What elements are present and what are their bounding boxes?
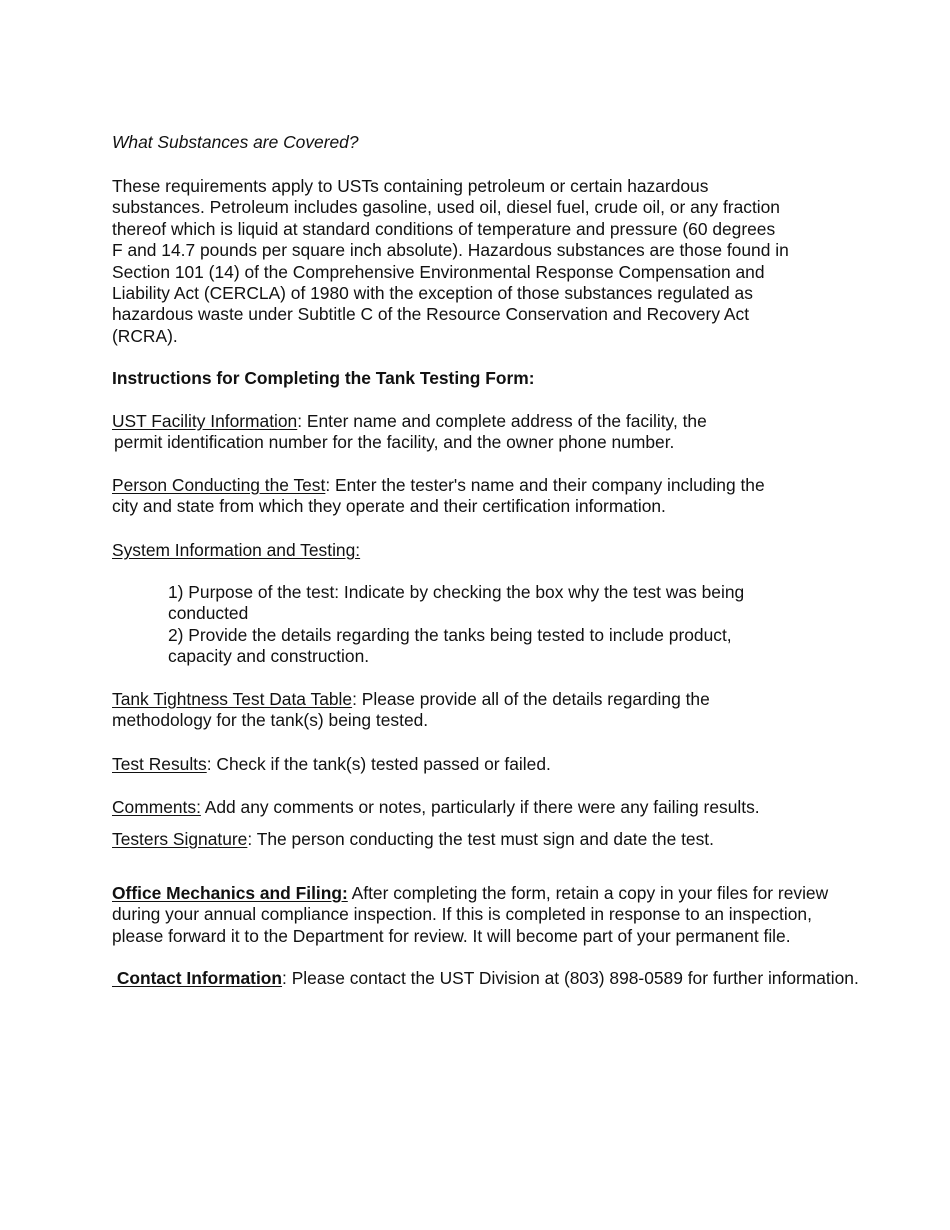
comments-label: Comments: xyxy=(112,797,201,817)
contact-label: Contact Information xyxy=(112,968,283,988)
comments-text: Add any comments or notes, particularly if there were any failing results. xyxy=(200,797,760,817)
comments-section xyxy=(112,797,760,818)
facility-section xyxy=(112,411,707,454)
contact-text: : Please contact the UST Division at (803) 898-0589 for further information. xyxy=(282,968,859,988)
results-text: : Check if the tank(s) tested passed or failed. xyxy=(206,754,551,774)
system-item: conducted xyxy=(168,603,249,624)
substances-heading: What Substances are Covered? xyxy=(112,132,359,152)
system-item: 2) Provide the details regarding the tanks being tested to include product, xyxy=(168,624,732,645)
results-label: Test Results xyxy=(112,754,207,774)
person-label: Person Conducting the Test xyxy=(112,475,326,495)
office-label: Office Mechanics and Filing: xyxy=(112,883,348,903)
system-label: System Information and Testing: xyxy=(112,540,361,560)
tightness-section xyxy=(112,689,710,732)
instructions-heading: Instructions for Completing the Tank Testing Form: xyxy=(112,368,535,388)
tightness-label: Tank Tightness Test Data Table xyxy=(112,689,353,709)
substances-line: F and 14.7 pounds per square inch absolute). Hazardous substances are those found in xyxy=(112,240,789,261)
facility-text: : Enter name and complete address of the facility, the xyxy=(297,411,707,431)
office-text: please forward it to the Department for review. It will become part of your permanent file. xyxy=(112,925,791,946)
tightness-text: : Please provide all of the details regarding the xyxy=(352,689,710,709)
substances-line: hazardous waste under Subtitle C of the Resource Conservation and Recovery Act xyxy=(112,304,750,325)
facility-label: UST Facility Information xyxy=(112,411,298,431)
tightness-text: methodology for the tank(s) being tested. xyxy=(112,710,429,731)
office-section xyxy=(112,883,828,947)
office-text: After completing the form, retain a copy in your files for review xyxy=(347,883,829,903)
substances-paragraph xyxy=(112,176,789,347)
system-item: 1) Purpose of the test: Indicate by checking the box why the test was being xyxy=(168,582,745,602)
office-text: during your annual compliance inspection. If this is completed in response to an inspection, xyxy=(112,904,812,925)
signature-text: : The person conducting the test must sign and date the test. xyxy=(247,829,714,849)
substances-line: substances. Petroleum includes gasoline, used oil, diesel fuel, crude oil, or any fraction xyxy=(112,197,780,218)
substances-line: Liability Act (CERCLA) of 1980 with the exception of those substances regulated as xyxy=(112,283,753,304)
substances-line: Section 101 (14) of the Comprehensive Environmental Response Compensation and xyxy=(112,261,765,282)
signature-section xyxy=(112,829,714,850)
system-item: capacity and construction. xyxy=(168,646,370,667)
contact-section xyxy=(112,968,859,989)
substances-line: thereof which is liquid at standard conditions of temperature and pressure (60 degrees xyxy=(112,218,776,239)
system-list xyxy=(168,582,744,668)
results-section xyxy=(112,754,551,775)
person-text: : Enter the tester's name and their company including the xyxy=(325,475,765,495)
substances-line: (RCRA). xyxy=(112,325,178,346)
person-text: city and state from which they operate and their certification information. xyxy=(112,496,666,517)
signature-label: Testers Signature xyxy=(112,829,248,849)
person-section xyxy=(112,475,765,518)
substances-line: These requirements apply to USTs containing petroleum or certain hazardous xyxy=(112,176,709,196)
facility-text: permit identification number for the facility, and the owner phone number. xyxy=(114,432,675,453)
